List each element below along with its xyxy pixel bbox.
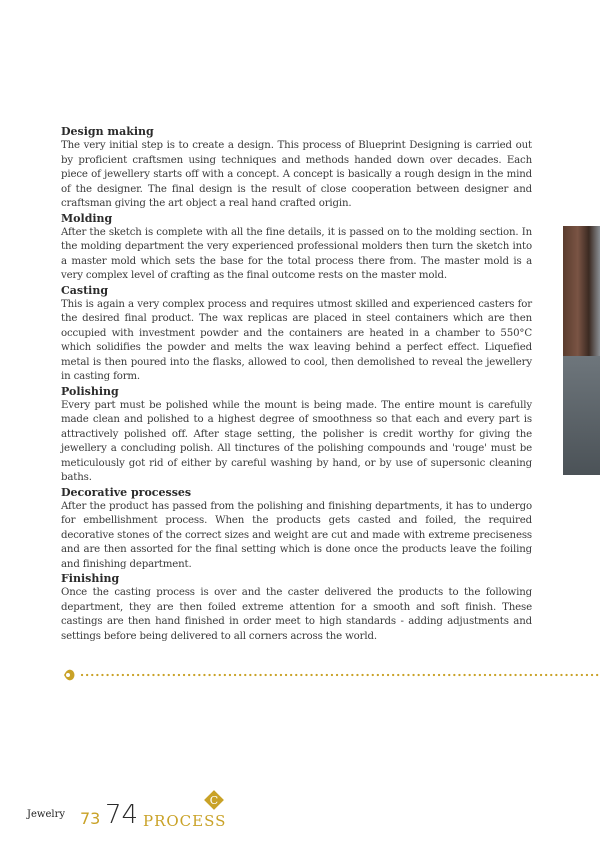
section-decorative-processes	[61, 486, 532, 573]
chapter-title: PROCESS	[143, 812, 227, 830]
section-text: Every part must be polished while the mount is being made. The entire mount is carefully made clean and polished to a highest degree of smoothness so that each and every part is attractively polished off. After stage setting, the polisher is credit worthy for giving the jewellery a concluding polish. All tinctures of the polishing compounds and 'rouge' must be meticulously got rid of either by careful washing by hand, or by use of supersonic cleaning baths.	[61, 399, 532, 483]
section-polishing	[61, 385, 532, 486]
section-molding	[61, 212, 532, 284]
section-casting	[61, 284, 532, 385]
section-text: This is again a very complex process and requires utmost skilled and experienced casters for the desired final product. The wax replicas are placed in steel containers which are then occupied with investment powder and the containers are heated in a chamber to 550°C which solidifies the powder and melts the wax leaving behind a perfect effect. Liquefied metal is then poured into the flasks, allowed to cool, then demolished to reveal the jewellery in casting form.	[61, 298, 532, 382]
photo-shirt-region	[563, 356, 600, 475]
craftsman-photo	[563, 226, 600, 475]
section-design-making	[61, 125, 532, 212]
section-heading: Finishing	[61, 572, 120, 585]
section-text: The very initial step is to create a design. This process of Blueprint Designing is carried out by proficient craftsmen using techniques and methods handed down over decades. Each piece of jewellery starts off with a concept. A concept is basically a rough design in the mind of the designer. The final design is the result of close cooperation between designer and craftsman giving the art object a real hand crafted origin.	[61, 140, 532, 209]
section-heading: Polishing	[61, 384, 119, 398]
svg-text:C: C	[209, 794, 219, 807]
section-heading: Molding	[61, 211, 113, 225]
page-number-right: 74	[105, 800, 139, 830]
section-text: Once the casting process is over and the caster delivered the products to the following department, they are then foiled extreme attention for a smooth and soft finish. These castings are then hand finished in order meet to high standards - adding adjustments and settings before being delivered to all corners across the world.	[61, 587, 532, 642]
section-heading: Decorative processes	[61, 485, 192, 499]
section-heading: Casting	[61, 283, 109, 297]
page-number-left: 73	[80, 809, 101, 828]
section-finishing	[61, 572, 532, 644]
section-label: Jewelry	[27, 809, 66, 820]
dotted-divider	[62, 665, 600, 685]
section-text: After the product has passed from the polishing and finishing departments, it has to undergo for embellishment process. When the products gets casted and foiled, the required decorative stones of the correct sizes and weight are cut and made with extreme preciseness and are then assorted for the final setting which is done once the products leave the foiling and finishing department.	[61, 500, 532, 570]
brand-logo-icon	[203, 789, 225, 811]
article-body	[61, 125, 532, 644]
section-text: After the sketch is complete with all the fine details, it is passed on to the molding section. In the molding department the very experienced professional molders then turn the sketch into a master mold which sets the base for the total process there from. The master mold is a very complex level of crafting as the final outcome rests on the master mold.	[61, 226, 532, 281]
section-heading: Design making	[61, 125, 154, 138]
